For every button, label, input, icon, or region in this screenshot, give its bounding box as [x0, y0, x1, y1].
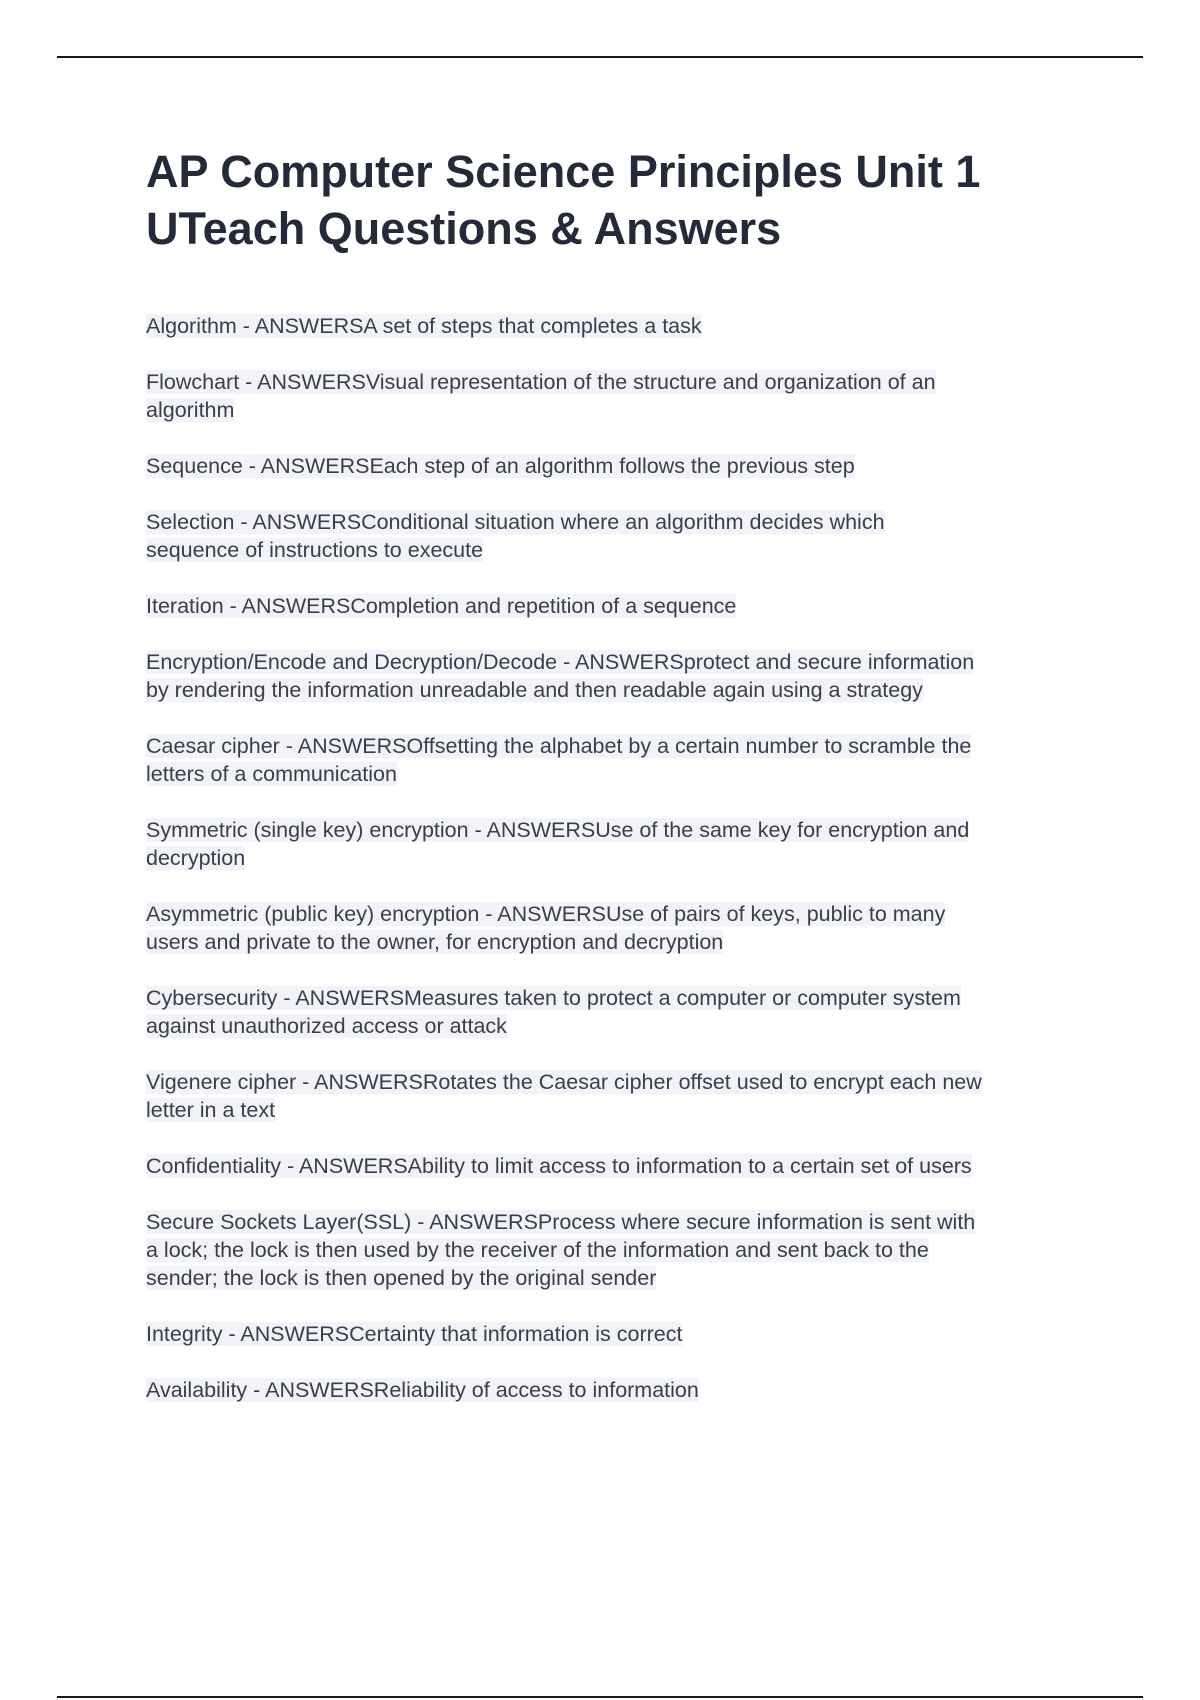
qa-item [146, 648, 974, 704]
qa-item-text: Selection - ANSWERSConditional situation where an algorithm decides which [146, 510, 885, 534]
qa-item-text: Secure Sockets Layer(SSL) - ANSWERSProcess where secure information is sent with [146, 1210, 976, 1234]
qa-item [146, 1320, 682, 1348]
qa-item-line [146, 648, 974, 676]
qa-item-text: Symmetric (single key) encryption - ANSWERSUse of the same key for encryption and [146, 818, 970, 842]
qa-item [146, 984, 961, 1040]
qa-item-line [146, 1068, 982, 1096]
qa-item-line [146, 1236, 975, 1264]
qa-item-line [146, 732, 971, 760]
qa-item [146, 368, 936, 424]
document-title [146, 143, 1086, 257]
qa-item-line [146, 312, 702, 340]
qa-item-text: by rendering the information unreadable and then readable again using a strategy [146, 678, 923, 702]
title-line-2: UTeach Questions & Answers [146, 203, 782, 254]
qa-item-text: letters of a communication [146, 762, 397, 786]
qa-item-line [146, 396, 936, 424]
qa-item [146, 508, 885, 564]
qa-item-text: Encryption/Encode and Decryption/Decode - ANSWERSprotect and secure information [146, 650, 975, 674]
qa-item-text: sequence of instructions to execute [146, 538, 484, 562]
qa-item-text: Flowchart - ANSWERSVisual representation of the structure and organization of an [146, 370, 936, 394]
qa-item-line [146, 928, 945, 956]
qa-item-line [146, 1376, 699, 1404]
qa-item-line [146, 900, 945, 928]
qa-item-line [146, 676, 974, 704]
qa-item-line [146, 508, 885, 536]
qa-item-line [146, 1096, 982, 1124]
qa-item-line [146, 984, 961, 1012]
qa-item [146, 1208, 975, 1292]
qa-item-line [146, 844, 969, 872]
qa-item [146, 816, 969, 872]
qa-item-line [146, 1264, 975, 1292]
qa-item-line [146, 368, 936, 396]
qa-item-line [146, 452, 855, 480]
qa-item-line [146, 816, 969, 844]
qa-item [146, 900, 945, 956]
qa-item-line [146, 1152, 972, 1180]
qa-item-text: Confidentiality - ANSWERSAbility to limit access to information to a certain set of users [146, 1154, 972, 1178]
qa-item [146, 1376, 699, 1404]
qa-item-text: algorithm [146, 398, 235, 422]
qa-item-text: users and private to the owner, for encryption and decryption [146, 930, 724, 954]
qa-item-line [146, 1320, 682, 1348]
qa-item-text: Integrity - ANSWERSCertainty that information is correct [146, 1322, 683, 1346]
qa-item [146, 1152, 972, 1180]
qa-item-line [146, 592, 736, 620]
qa-item-line [146, 760, 971, 788]
qa-item-text: Algorithm - ANSWERSA set of steps that completes a task [146, 314, 702, 338]
qa-item [146, 312, 702, 340]
qa-item-text: letter in a text [146, 1098, 276, 1122]
bottom-rule [57, 1696, 1143, 1698]
qa-item-line [146, 1012, 961, 1040]
qa-item-text: Availability - ANSWERSReliability of access to information [146, 1378, 699, 1402]
title-line-1: AP Computer Science Principles Unit 1 [146, 146, 981, 197]
qa-item-text: Vigenere cipher - ANSWERSRotates the Caesar cipher offset used to encrypt each new [146, 1070, 982, 1094]
qa-item-text: Sequence - ANSWERSEach step of an algorithm follows the previous step [146, 454, 855, 478]
qa-item [146, 1068, 982, 1124]
qa-item-text: a lock; the lock is then used by the receiver of the information and sent back to the [146, 1238, 929, 1262]
qa-item [146, 592, 736, 620]
qa-item-text: Asymmetric (public key) encryption - ANSWERSUse of pairs of keys, public to many [146, 902, 946, 926]
qa-item [146, 732, 971, 788]
qa-item-line [146, 536, 885, 564]
qa-item-text: decryption [146, 846, 246, 870]
qa-item-line [146, 1208, 975, 1236]
qa-item-text: against unauthorized access or attack [146, 1014, 507, 1038]
qa-item-text: Iteration - ANSWERSCompletion and repetition of a sequence [146, 594, 737, 618]
qa-item-text: Cybersecurity - ANSWERSMeasures taken to protect a computer or computer system [146, 986, 961, 1010]
qa-item-text: Caesar cipher - ANSWERSOffsetting the alphabet by a certain number to scramble the [146, 734, 972, 758]
top-rule [57, 56, 1143, 58]
qa-item [146, 452, 855, 480]
qa-item-text: sender; the lock is then opened by the original sender [146, 1266, 657, 1290]
